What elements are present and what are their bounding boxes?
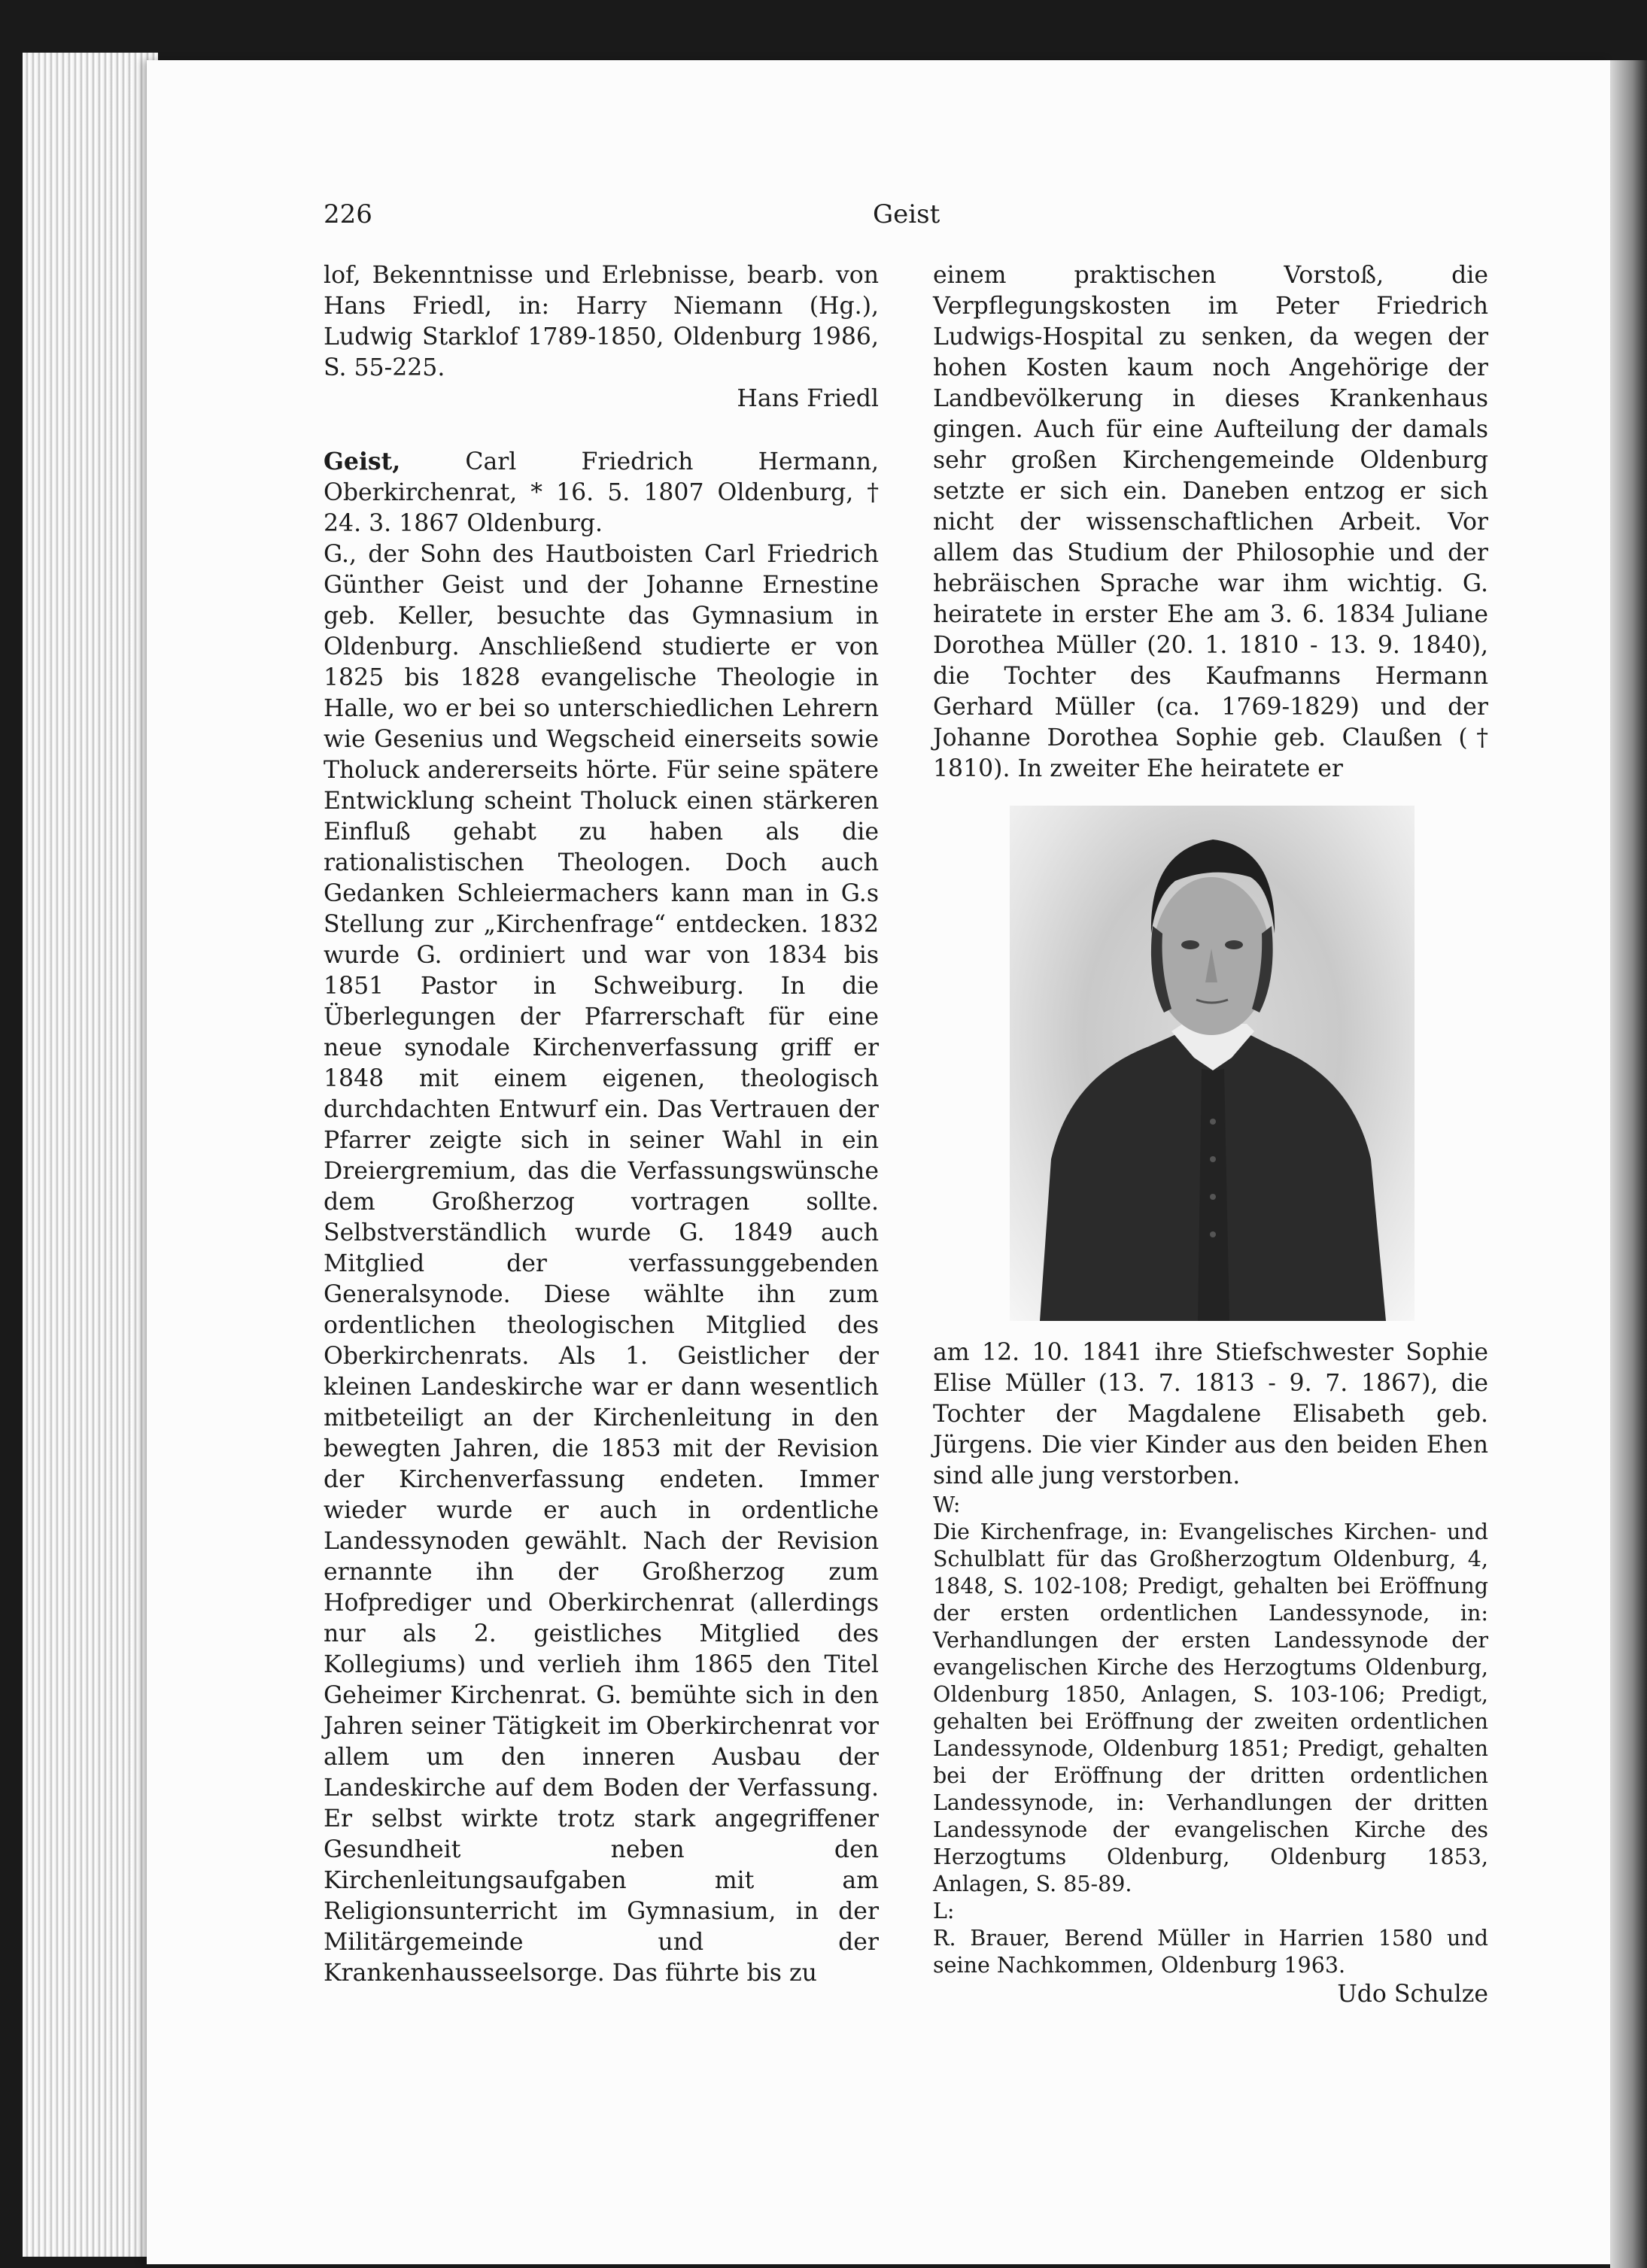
literature-label: L:	[933, 1899, 955, 1923]
entry-body-right-bottom: am 12. 10. 1841 ihre Stiefschwester Sophie Elise Müller (13. 7. 1813 - 9. 7. 1867), die Tochter der Magdalene Elisabeth geb. Jürgens. Die vier Kinder aus den beiden Ehen sind alle jung verstorben.	[933, 1339, 1488, 1489]
entry-body-left: G., der Sohn des Hautboisten Carl Friedrich Günther Geist und der Johanne Ernestine geb. Keller, besuchte das Gymnasium in Oldenburg. Anschließend studierte er von 1825 bis 1828 evangelische Theologie in Halle, wo er bei so unterschiedlichen Lehrern wie Gesenius und Wegscheid einerseits sowie Tholuck andererseits hörte. Für seine spätere Entwicklung scheint Tholuck einen stärkeren Einfluß gehabt zu haben als die rationalistischen Theologen. Doch auch Gedanken Schleiermachers kann man in G.s Stellung zur „Kirchenfrage“ entdecken. 1832 wurde G. ordiniert und war von 1834 bis 1851 Pastor in Schweiburg. In die Überlegungen der Pfarrerschaft für eine neue synodale Kirchenverfassung griff er 1848 mit einem eigenen, theologisch durchdachten Entwurf ein. Das Vertrauen der Pfarrer zeigte sich in seiner Wahl in ein Dreiergremium, das die Verfassungswünsche dem Großherzog vortragen sollte. Selbstverständlich wurde G. 1849 auch Mitglied der verfassunggebenden Generalsynode. Diese wählte ihn zum ordentlichen theologischen Mitglied des Oberkirchenrats. Als 1. Geistlicher der kleinen Landeskirche war er dann wesentlich mitbeteiligt an der Kirchenleitung in den bewegten Jahren, die 1853 mit der Revision der Kirchenverfassung endeten. Immer wieder wurde er auch in ordentliche Landessynoden gewählt. Nach der Revision ernannte ihn der Großherzog zum Hofprediger und Oberkirchenrat (allerdings nur als 2. geistliches Mitglied des Kollegiums) und verlieh ihm 1865 den Titel Geheimer Kirchenrat. G. bemühte sich in den Jahren seiner Tätigkeit im Oberkirchenrat vor allem um den inneren Ausbau der Landeskirche auf dem Boden der Verfassung. Er selbst wirkte trotz stark angegriffener Gesundheit neben den Kirchenleitungsaufgaben mit am Religionsunterricht im Gymnasium, in der Militärgemeinde und der Krankenhausseelsorge. Das führte bis zu	[324, 541, 879, 1987]
entry-name: Geist,	[324, 448, 401, 475]
left-column	[324, 260, 879, 1989]
entry-head-details: Carl Friedrich Hermann, Oberkirchenrat, * 16. 5. 1807 Oldenburg, † 24. 3. 1867 Oldenburg.	[324, 448, 879, 537]
literature-list: R. Brauer, Berend Müller in Harrien 1580 und seine Nachkommen, Oldenburg 1963.	[933, 1926, 1488, 1978]
entry-heading	[324, 446, 879, 539]
portrait-drawing	[1010, 806, 1415, 1321]
page-number: 226	[324, 199, 372, 229]
running-title: Geist	[873, 199, 940, 229]
works-list: Die Kirchenfrage, in: Evangelisches Kirchen- und Schulblatt für das Großherzogtum Oldenburg, 4, 1848, S. 102-108; Predigt, gehalten bei Eröffnung der ersten ordentlichen Landessynode, in: Verhandlungen der ersten Landessynode der evangelischen Kirche des Herzogtums Oldenburg, Oldenburg 1850, Anlagen, S. 103-106; Predigt, gehalten bei Eröffnung der zweiten ordentlichen Landessynode, Oldenburg 1851; Predigt, gehalten bei der Eröffnung der dritten ordentlichen Landessynode, in: Verhandlungen der dritten Landessynode der evangelischen Kirche des Herzogtums Oldenburg, Oldenburg 1853, Anlagen, S. 85-89.	[933, 1520, 1488, 1896]
entry-gap	[324, 414, 879, 446]
works-label: W:	[933, 1492, 961, 1517]
previous-entry-reference: lof, Bekenntnisse und Erlebnisse, bearb. von Hans Friedl, in: Harry Niemann (Hg.), Ludwig Starklof 1789-1850, Oldenburg 1986, S. 55-225.	[324, 262, 879, 381]
book-page-edges	[23, 53, 158, 2257]
page-gutter-shadow	[1610, 60, 1647, 2268]
right-column	[933, 260, 1488, 2010]
entry-body-right-top: einem praktischen Vorstoß, die Verpflegungskosten im Peter Friedrich Ludwigs-Hospital zu senken, da wegen der hohen Kosten kaum noch Angehörige der Landbevölkerung in dieses Krankenhaus gingen. Auch für eine Aufteilung der damals sehr großen Kirchengemeinde Oldenburg setzte er sich ein. Daneben entzog er sich nicht der wissenschaftlichen Arbeit. Vor allem das Studium der Philosophie und der hebräischen Sprache war ihm wichtig. G. heiratete in erster Ehe am 3. 6. 1834 Juliane Dorothea Müller (20. 1. 1810 - 13. 9. 1840), die Tochter des Kaufmanns Hermann Gerhard Müller (ca. 1769-1829) und der Johanne Dorothea Sophie geb. Claußen († 1810). In zweiter Ehe heiratete er	[933, 262, 1488, 782]
entry-author: Udo Schulze	[1337, 1981, 1488, 2008]
previous-entry-author: Hans Friedl	[737, 385, 879, 412]
portrait-image	[1010, 806, 1415, 1321]
